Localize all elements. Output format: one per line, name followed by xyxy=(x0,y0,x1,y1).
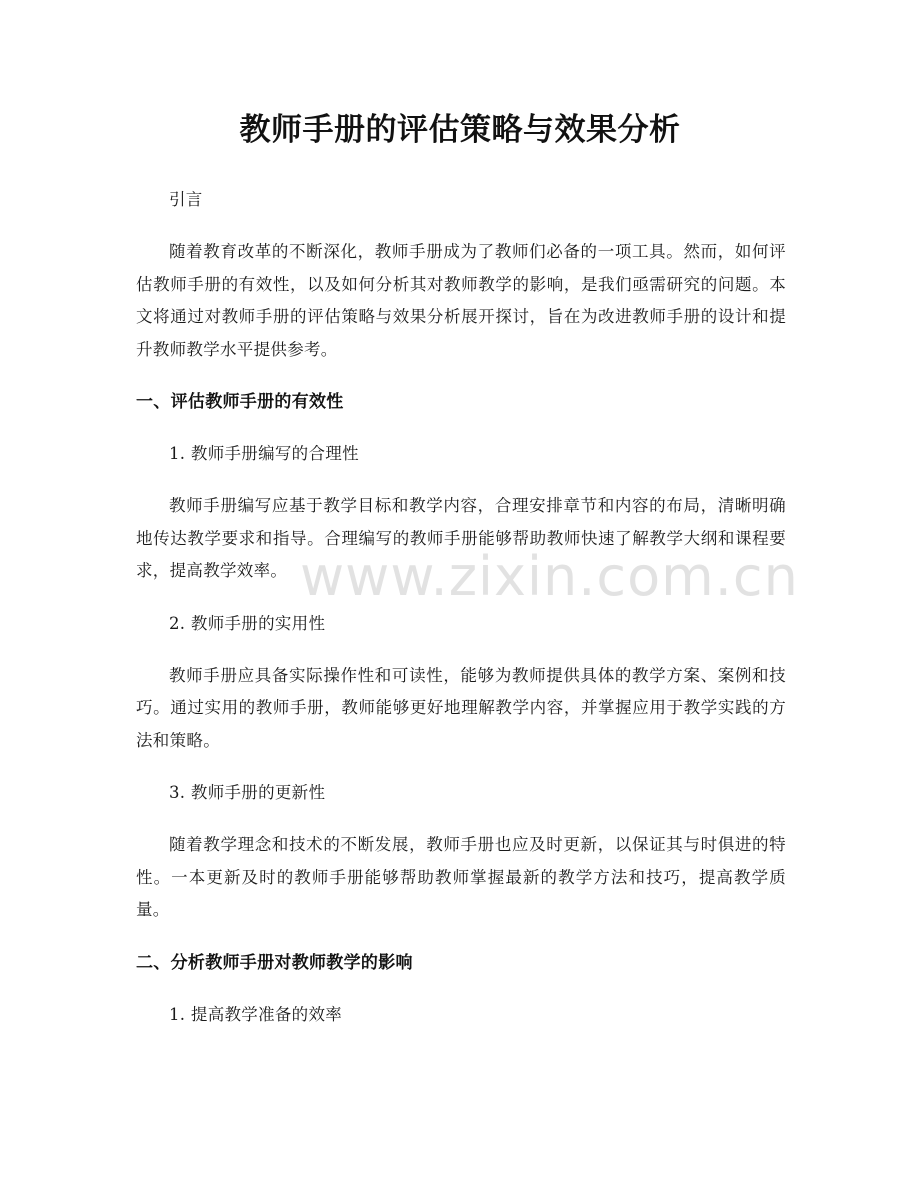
subsection-title: 1. 教师手册编写的合理性 xyxy=(169,444,359,463)
intro-paragraph: 随着教育改革的不断深化，教师手册成为了教师们必备的一项工具。然而，如何评估教师手册的有效性，以及如何分析其对教师教学的影响，是我们亟需研究的问题。本文将通过对教师手册的评估策略与效果分析展开探讨，旨在为改进教师手册的设计和提升教师教学水平提供参考。 xyxy=(136,242,786,359)
intro-label: 引言 xyxy=(169,190,203,209)
subsection-paragraph: 教师手册编写应基于教学目标和教学内容，合理安排章节和内容的布局，清晰明确地传达教学要求和指导。合理编写的教师手册能够帮助教师快速了解教学大纲和课程要求，提高教学效率。 xyxy=(136,496,786,580)
subsection-title: 2. 教师手册的实用性 xyxy=(169,613,326,633)
section-heading-2: 二、分析教师手册对教师教学的影响 xyxy=(136,952,413,973)
subsection-paragraph: 教师手册应具备实际操作性和可读性，能够为教师提供具体的教学方案、案例和技巧。通过实用的教师手册，教师能够更好地理解教学内容，并掌握应用于教学实践的方法和策略。 xyxy=(136,665,786,750)
section-heading-1: 一、评估教师手册的有效性 xyxy=(136,392,344,412)
watermark-text: www.zixin.com.cn xyxy=(300,545,799,608)
document-body xyxy=(136,184,786,1051)
document-title: 教师手册的评估策略与效果分析 xyxy=(239,112,681,148)
subsection-paragraph: 随着教学理念和技术的不断发展，教师手册也应及时更新，以保证其与时俱进的特性。一本更新及时的教师手册能够帮助教师掌握最新的教学方法和技巧，提高教学质量。 xyxy=(136,835,786,919)
subsection-title: 1. 提高教学准备的效率 xyxy=(169,1004,343,1024)
subsection-title: 3. 教师手册的更新性 xyxy=(169,783,326,802)
